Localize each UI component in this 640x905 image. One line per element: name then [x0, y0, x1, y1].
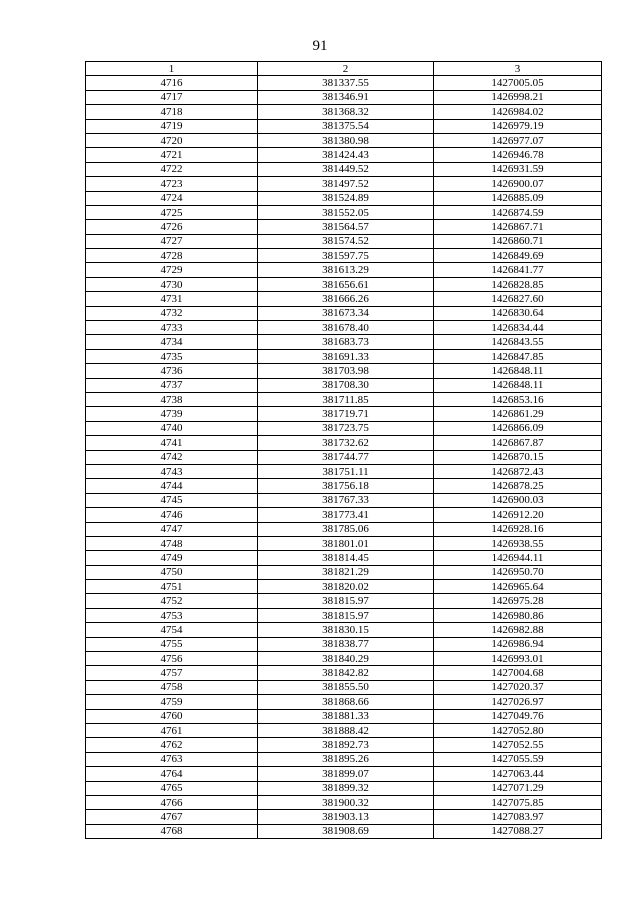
table-row — [86, 536, 602, 550]
table-row — [86, 824, 602, 838]
point-number-cell: 4733 — [86, 321, 258, 335]
point-number-cell: 4749 — [86, 551, 258, 565]
x-coordinate-cell: 381751.11 — [258, 464, 434, 478]
point-number-cell: 4718 — [86, 105, 258, 119]
table-body — [86, 76, 602, 839]
point-number-cell: 4716 — [86, 76, 258, 90]
x-coordinate-cell: 381842.82 — [258, 666, 434, 680]
y-coordinate-cell: 1427052.80 — [434, 723, 602, 737]
y-coordinate-cell: 1426965.64 — [434, 580, 602, 594]
y-coordinate-cell: 1427005.05 — [434, 76, 602, 90]
x-coordinate-cell: 381801.01 — [258, 536, 434, 550]
x-coordinate-cell: 381868.66 — [258, 695, 434, 709]
table-row — [86, 479, 602, 493]
x-coordinate-cell: 381380.98 — [258, 133, 434, 147]
y-coordinate-cell: 1426828.85 — [434, 277, 602, 291]
point-number-cell: 4763 — [86, 752, 258, 766]
y-coordinate-cell: 1427052.55 — [434, 738, 602, 752]
table-row — [86, 464, 602, 478]
y-coordinate-cell: 1426977.07 — [434, 133, 602, 147]
y-coordinate-cell: 1426867.87 — [434, 436, 602, 450]
table-row — [86, 752, 602, 766]
table-header — [86, 62, 602, 76]
x-coordinate-cell: 381815.97 — [258, 594, 434, 608]
y-coordinate-cell: 1426998.21 — [434, 90, 602, 104]
x-coordinate-cell: 381346.91 — [258, 90, 434, 104]
column-header-3: 3 — [434, 62, 602, 76]
table-row — [86, 695, 602, 709]
y-coordinate-cell: 1427020.37 — [434, 680, 602, 694]
table-row — [86, 306, 602, 320]
point-number-cell: 4734 — [86, 335, 258, 349]
page-number: 91 — [312, 38, 328, 54]
point-number-cell: 4742 — [86, 450, 258, 464]
y-coordinate-cell: 1427026.97 — [434, 695, 602, 709]
point-number-cell: 4738 — [86, 392, 258, 406]
point-number-cell: 4740 — [86, 421, 258, 435]
x-coordinate-cell: 381908.69 — [258, 824, 434, 838]
table-row — [86, 205, 602, 219]
table-row — [86, 723, 602, 737]
table-row — [86, 191, 602, 205]
y-coordinate-cell: 1426931.59 — [434, 162, 602, 176]
x-coordinate-cell: 381723.75 — [258, 421, 434, 435]
point-number-cell: 4762 — [86, 738, 258, 752]
x-coordinate-cell: 381375.54 — [258, 119, 434, 133]
y-coordinate-cell: 1426950.70 — [434, 565, 602, 579]
x-coordinate-cell: 381597.75 — [258, 249, 434, 263]
x-coordinate-cell: 381821.29 — [258, 565, 434, 579]
column-header-1: 1 — [86, 62, 258, 76]
table-row — [86, 623, 602, 637]
y-coordinate-cell: 1426841.77 — [434, 263, 602, 277]
table-row — [86, 738, 602, 752]
y-coordinate-cell: 1426827.60 — [434, 292, 602, 306]
x-coordinate-cell: 381732.62 — [258, 436, 434, 450]
y-coordinate-cell: 1426834.44 — [434, 321, 602, 335]
table-row — [86, 666, 602, 680]
point-number-cell: 4722 — [86, 162, 258, 176]
table-row — [86, 781, 602, 795]
y-coordinate-cell: 1426870.15 — [434, 450, 602, 464]
point-number-cell: 4761 — [86, 723, 258, 737]
x-coordinate-cell: 381666.26 — [258, 292, 434, 306]
table-row — [86, 795, 602, 809]
table-row — [86, 637, 602, 651]
point-number-cell: 4758 — [86, 680, 258, 694]
y-coordinate-cell: 1427088.27 — [434, 824, 602, 838]
y-coordinate-cell: 1426885.09 — [434, 191, 602, 205]
x-coordinate-cell: 381899.07 — [258, 767, 434, 781]
y-coordinate-cell: 1426867.71 — [434, 220, 602, 234]
table-row — [86, 493, 602, 507]
table-row — [86, 249, 602, 263]
table-row — [86, 378, 602, 392]
point-number-cell: 4731 — [86, 292, 258, 306]
y-coordinate-cell: 1426982.88 — [434, 623, 602, 637]
point-number-cell: 4724 — [86, 191, 258, 205]
x-coordinate-cell: 381744.77 — [258, 450, 434, 464]
y-coordinate-cell: 1426860.71 — [434, 234, 602, 248]
y-coordinate-cell: 1426993.01 — [434, 652, 602, 666]
table-row — [86, 234, 602, 248]
point-number-cell: 4736 — [86, 364, 258, 378]
y-coordinate-cell: 1426847.85 — [434, 349, 602, 363]
point-number-cell: 4741 — [86, 436, 258, 450]
y-coordinate-cell: 1426946.78 — [434, 148, 602, 162]
x-coordinate-cell: 381678.40 — [258, 321, 434, 335]
x-coordinate-cell: 381820.02 — [258, 580, 434, 594]
table-row — [86, 277, 602, 291]
point-number-cell: 4746 — [86, 508, 258, 522]
x-coordinate-cell: 381703.98 — [258, 364, 434, 378]
x-coordinate-cell: 381564.57 — [258, 220, 434, 234]
point-number-cell: 4737 — [86, 378, 258, 392]
y-coordinate-cell: 1426944.11 — [434, 551, 602, 565]
table-row — [86, 810, 602, 824]
point-number-cell: 4764 — [86, 767, 258, 781]
table-row — [86, 580, 602, 594]
point-number-cell: 4753 — [86, 608, 258, 622]
y-coordinate-cell: 1426872.43 — [434, 464, 602, 478]
point-number-cell: 4767 — [86, 810, 258, 824]
table-row — [86, 565, 602, 579]
y-coordinate-cell: 1427049.76 — [434, 709, 602, 723]
point-number-cell: 4748 — [86, 536, 258, 550]
table-row — [86, 263, 602, 277]
y-coordinate-cell: 1427075.85 — [434, 795, 602, 809]
y-coordinate-cell: 1427083.97 — [434, 810, 602, 824]
x-coordinate-cell: 381899.32 — [258, 781, 434, 795]
table-row — [86, 392, 602, 406]
y-coordinate-cell: 1427004.68 — [434, 666, 602, 680]
point-number-cell: 4755 — [86, 637, 258, 651]
point-number-cell: 4766 — [86, 795, 258, 809]
y-coordinate-cell: 1426979.19 — [434, 119, 602, 133]
x-coordinate-cell: 381708.30 — [258, 378, 434, 392]
y-coordinate-cell: 1426984.02 — [434, 105, 602, 119]
point-number-cell: 4730 — [86, 277, 258, 291]
x-coordinate-cell: 381814.45 — [258, 551, 434, 565]
point-number-cell: 4765 — [86, 781, 258, 795]
x-coordinate-cell: 381840.29 — [258, 652, 434, 666]
y-coordinate-cell: 1426849.69 — [434, 249, 602, 263]
table-row — [86, 709, 602, 723]
x-coordinate-cell: 381711.85 — [258, 392, 434, 406]
point-number-cell: 4723 — [86, 177, 258, 191]
point-number-cell: 4757 — [86, 666, 258, 680]
table-row — [86, 162, 602, 176]
x-coordinate-cell: 381337.55 — [258, 76, 434, 90]
y-coordinate-cell: 1426830.64 — [434, 306, 602, 320]
point-number-cell: 4754 — [86, 623, 258, 637]
table-row — [86, 436, 602, 450]
x-coordinate-cell: 381838.77 — [258, 637, 434, 651]
y-coordinate-cell: 1426975.28 — [434, 594, 602, 608]
table-row — [86, 220, 602, 234]
x-coordinate-cell: 381767.33 — [258, 493, 434, 507]
table-row — [86, 767, 602, 781]
point-number-cell: 4725 — [86, 205, 258, 219]
y-coordinate-cell: 1426878.25 — [434, 479, 602, 493]
y-coordinate-cell: 1426912.20 — [434, 508, 602, 522]
y-coordinate-cell: 1426980.86 — [434, 608, 602, 622]
y-coordinate-cell: 1426928.16 — [434, 522, 602, 536]
y-coordinate-cell: 1426861.29 — [434, 407, 602, 421]
table-row — [86, 421, 602, 435]
table-row — [86, 292, 602, 306]
y-coordinate-cell: 1427055.59 — [434, 752, 602, 766]
x-coordinate-cell: 381888.42 — [258, 723, 434, 737]
point-number-cell: 4750 — [86, 565, 258, 579]
y-coordinate-cell: 1426866.09 — [434, 421, 602, 435]
x-coordinate-cell: 381892.73 — [258, 738, 434, 752]
x-coordinate-cell: 381613.29 — [258, 263, 434, 277]
table-row — [86, 321, 602, 335]
table-header-row — [86, 62, 602, 76]
x-coordinate-cell: 381903.13 — [258, 810, 434, 824]
table-row — [86, 450, 602, 464]
point-number-cell: 4732 — [86, 306, 258, 320]
x-coordinate-cell: 381497.52 — [258, 177, 434, 191]
point-number-cell: 4747 — [86, 522, 258, 536]
point-number-cell: 4768 — [86, 824, 258, 838]
x-coordinate-cell: 381683.73 — [258, 335, 434, 349]
x-coordinate-cell: 381785.06 — [258, 522, 434, 536]
point-number-cell: 4727 — [86, 234, 258, 248]
x-coordinate-cell: 381673.34 — [258, 306, 434, 320]
y-coordinate-cell: 1426848.11 — [434, 364, 602, 378]
x-coordinate-cell: 381552.05 — [258, 205, 434, 219]
table-row — [86, 90, 602, 104]
x-coordinate-cell: 381719.71 — [258, 407, 434, 421]
table-row — [86, 608, 602, 622]
table-row — [86, 177, 602, 191]
table-row — [86, 133, 602, 147]
table-row — [86, 594, 602, 608]
x-coordinate-cell: 381855.50 — [258, 680, 434, 694]
x-coordinate-cell: 381691.33 — [258, 349, 434, 363]
x-coordinate-cell: 381449.52 — [258, 162, 434, 176]
x-coordinate-cell: 381900.32 — [258, 795, 434, 809]
x-coordinate-cell: 381881.33 — [258, 709, 434, 723]
table-row — [86, 76, 602, 90]
point-number-cell: 4751 — [86, 580, 258, 594]
point-number-cell: 4717 — [86, 90, 258, 104]
y-coordinate-cell: 1426986.94 — [434, 637, 602, 651]
point-number-cell: 4743 — [86, 464, 258, 478]
point-number-cell: 4752 — [86, 594, 258, 608]
y-coordinate-cell: 1426938.55 — [434, 536, 602, 550]
point-number-cell: 4735 — [86, 349, 258, 363]
x-coordinate-cell: 381756.18 — [258, 479, 434, 493]
coordinates-table — [85, 61, 602, 839]
point-number-cell: 4744 — [86, 479, 258, 493]
x-coordinate-cell: 381574.52 — [258, 234, 434, 248]
table-row — [86, 652, 602, 666]
x-coordinate-cell: 381368.32 — [258, 105, 434, 119]
y-coordinate-cell: 1426874.59 — [434, 205, 602, 219]
point-number-cell: 4728 — [86, 249, 258, 263]
y-coordinate-cell: 1426900.07 — [434, 177, 602, 191]
point-number-cell: 4729 — [86, 263, 258, 277]
point-number-cell: 4739 — [86, 407, 258, 421]
table-row — [86, 349, 602, 363]
table-row — [86, 105, 602, 119]
x-coordinate-cell: 381773.41 — [258, 508, 434, 522]
x-coordinate-cell: 381424.43 — [258, 148, 434, 162]
y-coordinate-cell: 1427071.29 — [434, 781, 602, 795]
x-coordinate-cell: 381656.61 — [258, 277, 434, 291]
table-row — [86, 148, 602, 162]
table-row — [86, 407, 602, 421]
point-number-cell: 4745 — [86, 493, 258, 507]
y-coordinate-cell: 1426900.03 — [434, 493, 602, 507]
y-coordinate-cell: 1427063.44 — [434, 767, 602, 781]
table-row — [86, 508, 602, 522]
table-row — [86, 335, 602, 349]
point-number-cell: 4726 — [86, 220, 258, 234]
x-coordinate-cell: 381895.26 — [258, 752, 434, 766]
point-number-cell: 4759 — [86, 695, 258, 709]
point-number-cell: 4756 — [86, 652, 258, 666]
table-row — [86, 551, 602, 565]
table-row — [86, 364, 602, 378]
point-number-cell: 4721 — [86, 148, 258, 162]
x-coordinate-cell: 381524.89 — [258, 191, 434, 205]
point-number-cell: 4720 — [86, 133, 258, 147]
column-header-2: 2 — [258, 62, 434, 76]
table-row — [86, 119, 602, 133]
table-row — [86, 680, 602, 694]
point-number-cell: 4719 — [86, 119, 258, 133]
table-row — [86, 522, 602, 536]
x-coordinate-cell: 381815.97 — [258, 608, 434, 622]
point-number-cell: 4760 — [86, 709, 258, 723]
y-coordinate-cell: 1426843.55 — [434, 335, 602, 349]
y-coordinate-cell: 1426848.11 — [434, 378, 602, 392]
x-coordinate-cell: 381830.15 — [258, 623, 434, 637]
y-coordinate-cell: 1426853.16 — [434, 392, 602, 406]
